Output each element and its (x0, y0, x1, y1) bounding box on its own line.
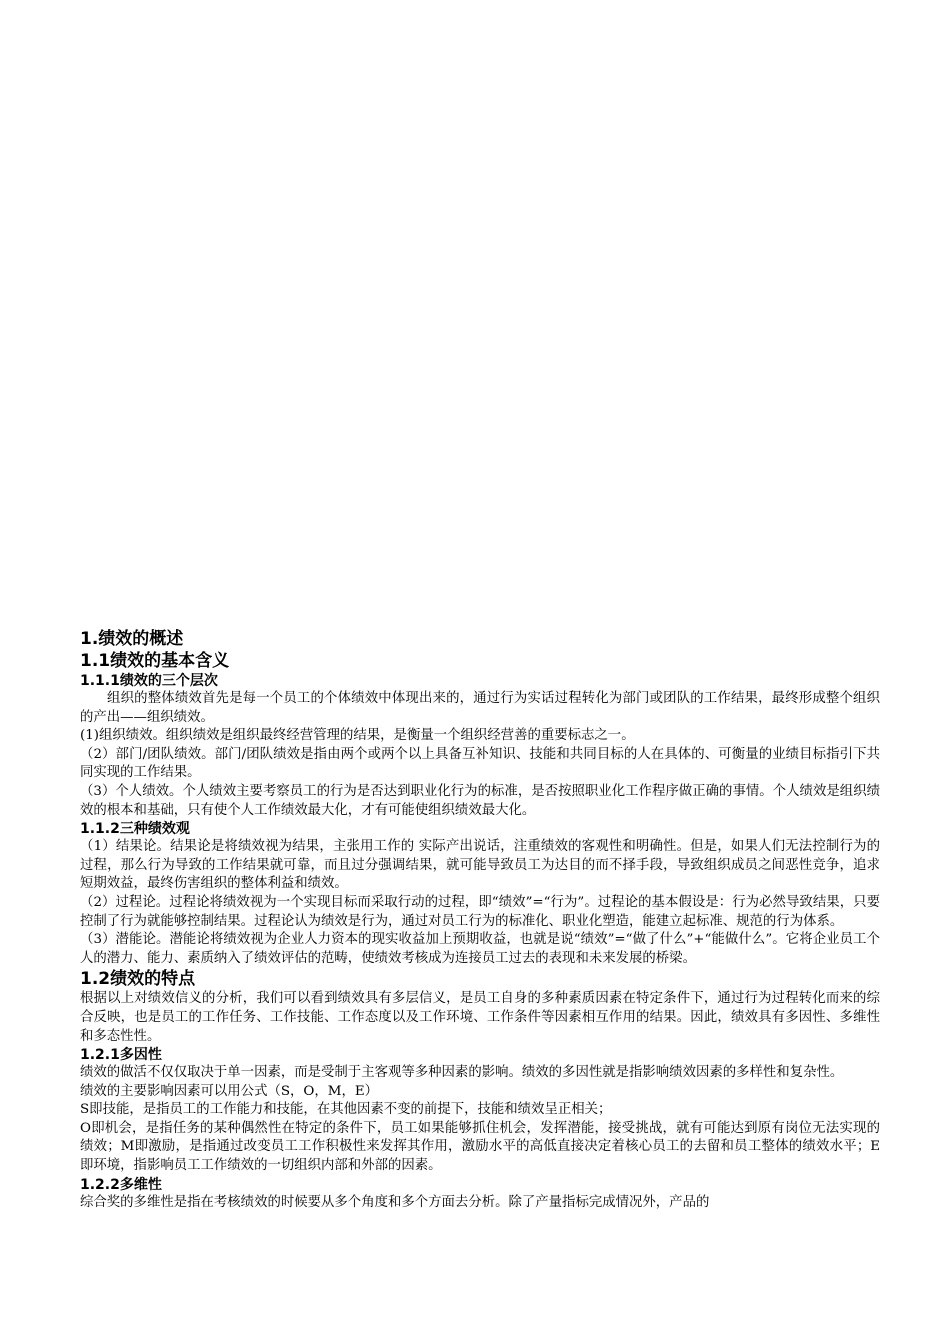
paragraph: 组织的整体绩效首先是每一个员工的个体绩效中体现出来的，通过行为实话过程转化为部门或团队的工作结果，最终形成整个组织的产出——组织绩效。 (80, 691, 880, 725)
paragraph: O即机会，是指任务的某种偶然性在特定的条件下，员工如果能够抓住机会，发挥潜能，接受挑战，就有可能达到原有岗位无法实现的绩效；M即激励，是指通过改变员工工作积极性来发挥其作用，激励水平的高低直接决定着核心员工的去留和员工整体的绩效水平；E即环境，指影响员工工作绩效的一切组织内部和外部的因素。 (80, 1120, 880, 1174)
paragraph: 根据以上对绩效信义的分析，我们可以看到绩效具有多层信义，是员工自身的多种素质因素在特定条件下，通过行为过程转化而来的综合反映，也是员工的工作任务、工作技能、工作态度以及工作环境、工作条件等因素相互作用的结果。因此，绩效具有多因性、多维性和多态性性。 (80, 991, 880, 1044)
paragraph: (1)组织绩效。组织绩效是组织最终经营管理的结果，是衡量一个组织经营善的重要标志之一。 (80, 728, 635, 744)
subsubsection-heading: 1.1.1绩效的三个层次 (80, 673, 218, 689)
paragraph: （3）个人绩效。个人绩效主要考察员工的行为是否达到职业化行为的标准，是否按照职业化工作程序做正确的事情。个人绩效是组织绩效的根本和基础，只有使个人工作绩效最大化，才有可能使组织绩效最大化。 (80, 783, 880, 818)
subsubsection-heading: 1.2.2多维性 (80, 1176, 162, 1193)
paragraph: （2）过程论。过程论将绩效视为一个实现目标而采取行动的过程，即“绩效”=“行为”。过程论的基本假设是：行为必然导致结果，只要控制了行为就能够控制结果。过程论认为绩效是行为，通过对员工行为的标准化、职业化塑造，能建立起标准、规范的行为体系。 (80, 894, 880, 929)
paragraph: （3）潜能论。潜能论将绩效视为企业人力资本的现实收益加上预期收益，也就是说“绩效”=“做了什么”+“能做什么”。它将企业员工个人的潜力、能力、素质纳入了绩效评估的范畴，使绩效考核成为连接员工过去的表现和未来发展的桥梁。 (80, 932, 880, 966)
paragraph: 绩效的主要影响因素可以用公式（S，O，M，E） (80, 1083, 379, 1099)
paragraph: （1）结果论。结果论是将绩效视为结果，主张用工作的 实际产出说话，注重绩效的客观性和明确性。但是，如果人们无法控制行为的过程，那么行为导致的工作结果就可靠，而且过分强调结果，就可能导致员工为达目的而不择手段，导致组织成员之间恶性竞争，追求短期效益，最终伤害组织的整体利益和绩效。 (80, 839, 880, 892)
document-body (80, 628, 880, 1212)
subsection-heading: 1.1绩效的基本含义 (80, 651, 230, 671)
paragraph: 综合奖的多维性是指在考核绩效的时候要从多个角度和多个方面去分析。除了产量指标完成情况外，产品的 (80, 1194, 710, 1210)
subsubsection-heading: 1.1.2三种绩效观 (80, 821, 190, 838)
subsubsection-heading: 1.2.1多因性 (80, 1047, 162, 1064)
paragraph: （2）部门/团队绩效。部门/团队绩效是指由两个或两个以上具备互补知识、技能和共同目标的人在具体的、可衡量的业绩目标指引下共同实现的工作结果。 (80, 746, 880, 781)
paragraph: 绩效的做活不仅仅取决于单一因素，而是受制于主客观等多种因素的影响。绩效的多因性就是指影响绩效因素的多样性和复杂性。 (80, 1065, 844, 1081)
subsection-heading: 1.2绩效的特点 (80, 969, 196, 990)
section-heading: 1.绩效的概述 (80, 629, 184, 649)
paragraph: S即技能，是指员工的工作能力和技能，在其他因素不变的前提下，技能和绩效呈正相关； (80, 1102, 612, 1118)
